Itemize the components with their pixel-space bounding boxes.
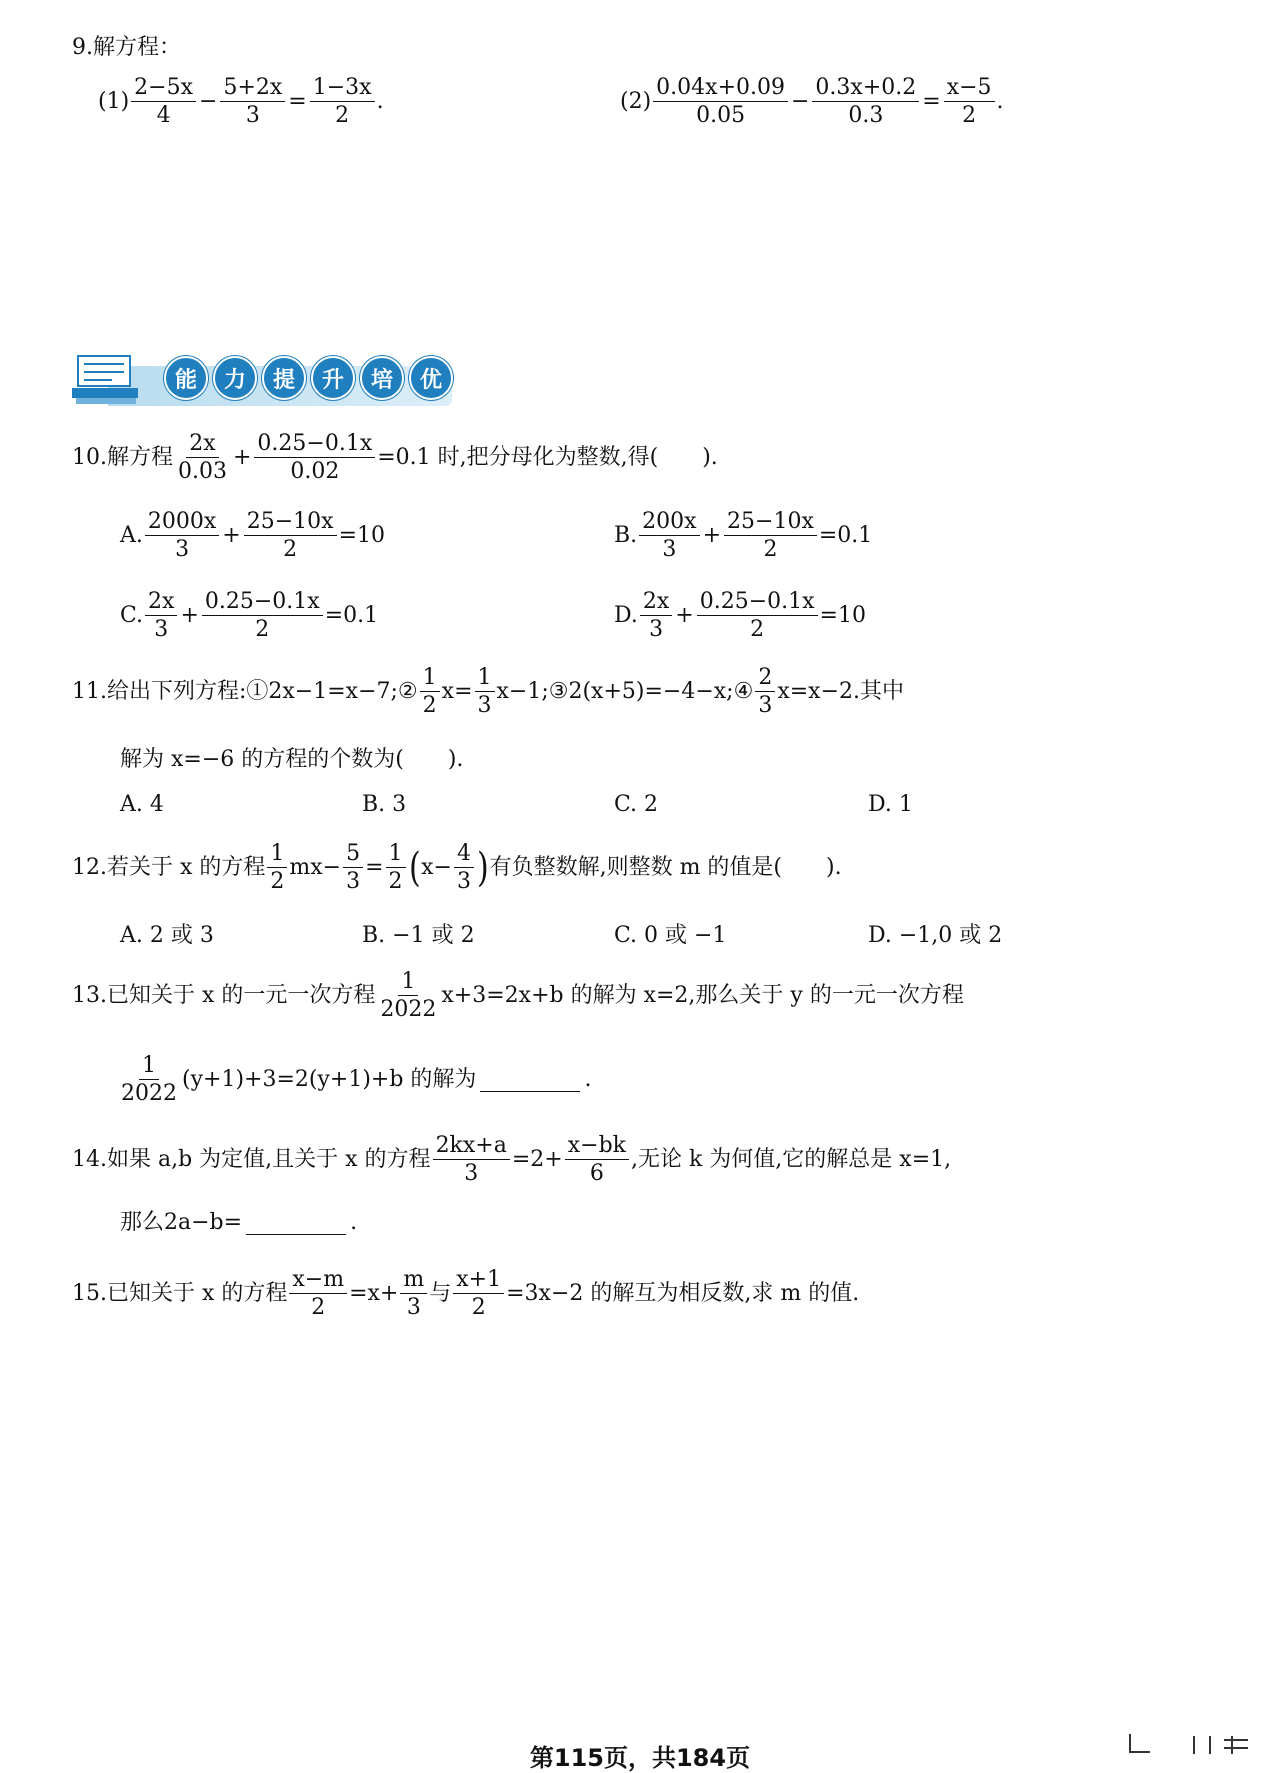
q9-part2: (2) $\frac{0.04x+0.09}{0.05}$ − $\frac{0.3x+0.2}{0.3}$ = $\frac{x-5}{2}$ .: [620, 75, 1004, 129]
banner-title: [164, 356, 453, 400]
fraction: $\frac{0.3x+0.2}{0.3}$: [812, 76, 919, 127]
fraction: $\frac{x-5}{2}$: [944, 76, 995, 127]
q11-option-d[interactable]: D. 1: [868, 792, 913, 817]
q9-title: 9.解方程：: [72, 35, 181, 60]
fraction: $\frac{2x}{3}$: [145, 590, 177, 641]
fraction: $\frac{2x}{3}$: [640, 590, 672, 641]
fraction: $\frac{1}{2}$: [420, 666, 440, 717]
q12-option-a[interactable]: A. 2 或 3: [120, 923, 214, 948]
fraction: $\frac{m}{3}$: [400, 1268, 427, 1319]
q12-option-d[interactable]: D. −1,0 或 2: [868, 923, 1003, 948]
section-banner: [72, 352, 452, 408]
fraction: $\frac{2kx+a}{3}$: [433, 1134, 510, 1185]
page-footer: 第115页，共184页: [529, 1744, 751, 1772]
q12-option-b[interactable]: B. −1 或 2: [362, 923, 475, 948]
fraction: $\frac{1}{2}$: [386, 842, 406, 893]
answer-blank[interactable]: [246, 1210, 346, 1235]
q11-stem-line2: 解为 x=−6 的方程的个数为( ).: [120, 747, 464, 772]
q12-stem: 12.若关于 x 的方程 $\frac{1}{2}$ mx− $\frac{5}{3}$ = $\frac{1}{2}$ ( x− $\frac{4}{3}$ ) 有负整数解,则整数 m 的值是( ).: [72, 841, 842, 895]
fraction: $\frac{0.25-0.1x}{2}$: [697, 590, 818, 641]
fraction: $\frac{1}{2022}$: [121, 1053, 177, 1107]
banner-char: 能: [164, 356, 208, 400]
q14-stem-line2: 那么2a−b= .: [120, 1209, 358, 1235]
fraction: $\frac{25-10x}{2}$: [724, 510, 817, 561]
fraction: $\frac{25-10x}{2}$: [244, 510, 337, 561]
q10-option-c[interactable]: C. $\frac{2x}{3}$ + $\frac{0.25-0.1x}{2}$ =0.1: [120, 589, 379, 643]
q10-option-a[interactable]: A. $\frac{2000x}{3}$ + $\frac{25-10x}{2}$ =10: [120, 509, 386, 563]
fraction: $\frac{1-3x}{2}$: [310, 76, 375, 127]
q13-stem-line2: $\frac{1}{2022}$ (y+1)+3=2(y+1)+b 的解为 .: [116, 1054, 591, 1105]
q11-option-b[interactable]: B. 3: [362, 792, 407, 817]
banner-char: 力: [213, 356, 257, 400]
q10-option-b[interactable]: B. $\frac{200x}{3}$ + $\frac{25-10x}{2}$ =0.1: [614, 509, 873, 563]
book-icon: [72, 352, 142, 408]
fraction: $\frac{2x}{0.03}$: [178, 431, 227, 485]
scan-mark-icon: [1124, 1730, 1264, 1760]
q10-stem: 10.解方程 $\frac{2x}{0.03}$ + $\frac{0.25-0.1x}{0.02}$ =0.1 时,把分母化为整数,得( ).: [72, 431, 718, 485]
fraction: $\frac{2-5x}{4}$: [131, 76, 196, 127]
answer-blank[interactable]: [480, 1067, 580, 1092]
banner-char: 升: [311, 356, 355, 400]
fraction: $\frac{1}{2022}$: [380, 969, 437, 1023]
banner-char: 培: [360, 356, 404, 400]
fraction: $\frac{1}{3}$: [475, 666, 495, 717]
q9-part1: (1) $\frac{2-5x}{4}$ − $\frac{5+2x}{3}$ = $\frac{1-3x}{2}$ .: [98, 75, 384, 129]
q11-stem: 11.给出下列方程:①2x−1=x−7;② $\frac{1}{2}$ x= $\frac{1}{3}$ x−1;③2(x+5)=−4−x;④ $\frac{2}{3}$ x=x−2.其中: [72, 665, 905, 719]
fraction: $\frac{5+2x}{3}$: [220, 76, 285, 127]
q12-option-c[interactable]: C. 0 或 −1: [614, 923, 727, 948]
q10-option-d[interactable]: D. $\frac{2x}{3}$ + $\frac{0.25-0.1x}{2}$ =10: [614, 589, 866, 643]
fraction: $\frac{x-m}{2}$: [289, 1268, 347, 1319]
fraction: $\frac{0.25-0.1x}{0.02}$: [254, 432, 375, 483]
fraction: $\frac{2000x}{3}$: [145, 510, 219, 561]
q11-option-c[interactable]: C. 2: [614, 792, 659, 817]
fraction: $\frac{x+1}{2}$: [453, 1268, 504, 1319]
q14-stem: 14.如果 a,b 为定值,且关于 x 的方程 $\frac{2kx+a}{3}$ =2+ $\frac{x-bk}{6}$ ,无论 k 为何值,它的解总是 x=1,: [72, 1133, 952, 1187]
fraction: $\frac{4}{3}$: [454, 842, 474, 893]
banner-char: 优: [409, 356, 453, 400]
fraction: $\frac{0.04x+0.09}{0.05}$: [653, 76, 788, 127]
fraction: $\frac{x-bk}{6}$: [565, 1134, 629, 1185]
q15-stem: 15.已知关于 x 的方程 $\frac{x-m}{2}$ =x+ $\frac{m}{3}$ 与 $\frac{x+1}{2}$ =3x−2 的解互为相反数,求 m 的值.: [72, 1267, 860, 1321]
q11-option-a[interactable]: A. 4: [120, 792, 164, 817]
fraction: $\frac{1}{2}$: [267, 842, 287, 893]
banner-char: 提: [262, 356, 306, 400]
fraction: $\frac{5}{3}$: [343, 842, 363, 893]
fraction: $\frac{0.25-0.1x}{2}$: [202, 590, 323, 641]
q13-stem: 13.已知关于 x 的一元一次方程 $\frac{1}{2022}$ x+3=2x+b 的解为 x=2,那么关于 y 的一元一次方程: [72, 969, 964, 1023]
fraction: $\frac{2}{3}$: [755, 666, 775, 717]
fraction: $\frac{200x}{3}$: [639, 510, 699, 561]
